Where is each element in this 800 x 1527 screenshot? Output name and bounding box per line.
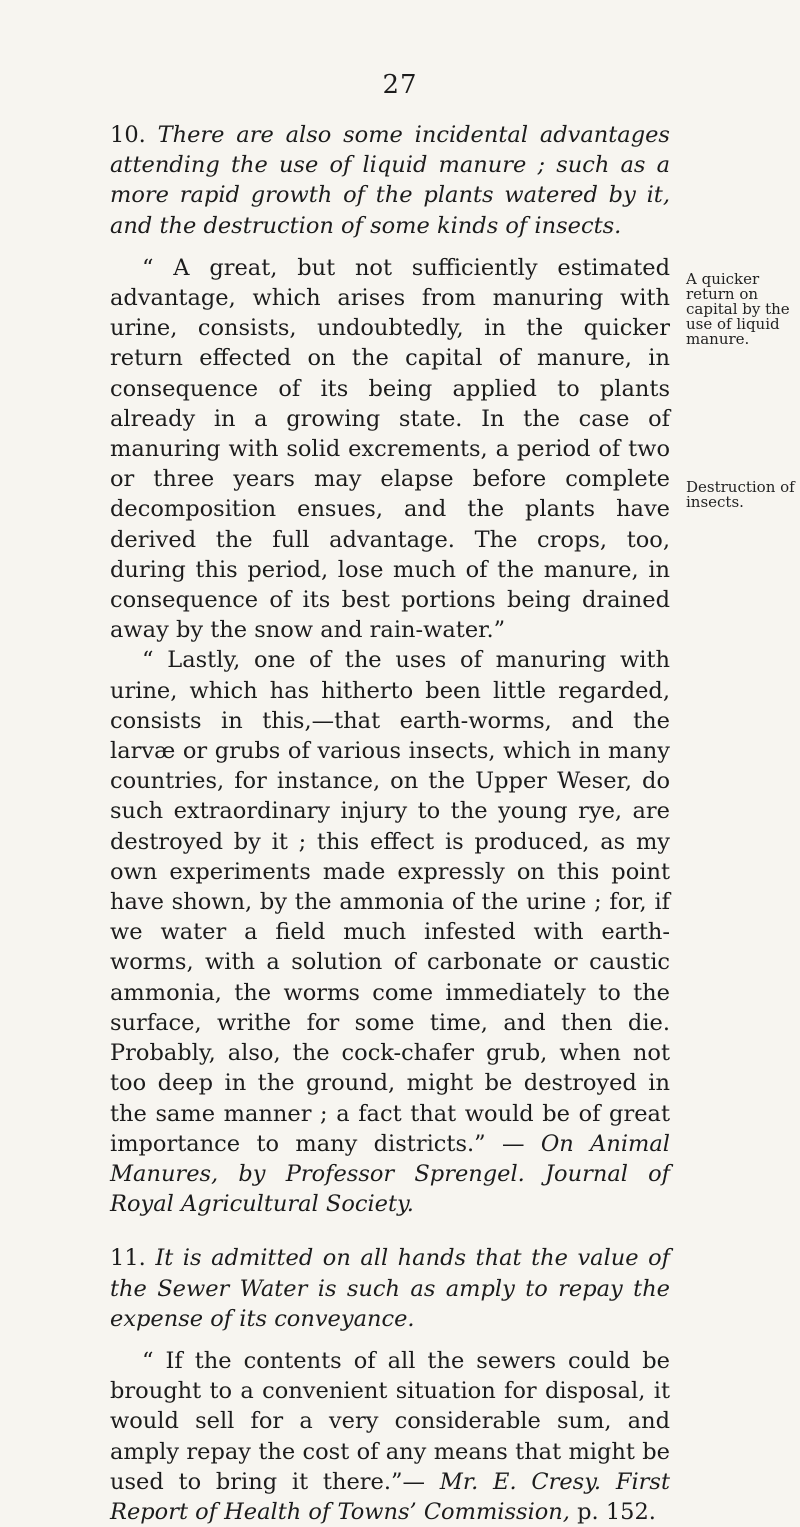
main-text (110, 120, 670, 1527)
section-11-heading-text: It is admitted on all hands that the value of the Sewer Water is such as amply to repay the expense of its conveyance. (110, 1245, 670, 1332)
section-10-heading-text: There are also some incidental advantages attending the use of liquid manure ; such as a more rapid growth of the plants watered by it, and the destruction of some kinds of insects. (110, 122, 670, 239)
section-10-paragraph-1: “ A great, but not sufficiently estimated advantage, which arises from manuring with urine, consists, undoubtedly, in the quicker return effected on the capital of manure, in consequence of its being applied to plants already in a growing state. In the case of manuring with solid excrements, a period of two or three years may elapse before complete decomposition ensues, and the plants have derived the full advantage. The crops, too, during this period, lose much of the manure, in consequence of its best portions being drained away by the snow and rain-water.” (110, 254, 670, 644)
section-11-page-ref: p. 152. (577, 1498, 656, 1525)
section-11-paragraph-1-text: “ If the contents of all the sewers could be brought to a convenient situation for disposal, it would sell for a very considerable sum, and amply repay the cost of any means that might be used to bring it there.”— (110, 1347, 670, 1495)
section-10-heading (110, 120, 670, 241)
section-10-number: 10. (110, 122, 146, 148)
marginal-note-destruction-of-insects: Destruction of insects. (686, 478, 795, 511)
section-10-paragraph-2-text: “ Lastly, one of the uses of manuring with urine, which has hitherto been little regarded, consists in this,—that earth-worms, and the larvæ or grubs of various insects, which in many countries, for instance, on the Upper Weser, do such extraordinary injury to the young rye, are destroyed by it ; this effect is produced, as my own experiments made expressly on this point have shown, by the ammonia of the urine ; for, if we water a field much infested with earth-worms, with a solution of carbonate or caustic ammonia, the worms come immediately to the surface, writhe for some time, and then die. Probably, also, the cock-chafer grub, when not too deep in the ground, might be destroyed in the same manner ; a fact that would be of great importance to many districts.” — (110, 647, 670, 1157)
section-10-paragraph-2 (110, 645, 670, 1219)
section-11-number: 11. (110, 1245, 146, 1272)
marginal-note-quicker-return: A quicker return on capital by the use of liquid manure. (686, 270, 790, 348)
section-11-citation: Mr. E. Cresy. First Report of Health of Towns’ Commission, (110, 1468, 671, 1525)
section-11-heading (110, 1243, 670, 1334)
page-number: 27 (382, 70, 418, 100)
section-10-citation: On Animal Manures, by Professor Sprengel. Journal of Royal Agricultural Society. (110, 1130, 670, 1218)
section-11-paragraph-1 (110, 1346, 670, 1527)
